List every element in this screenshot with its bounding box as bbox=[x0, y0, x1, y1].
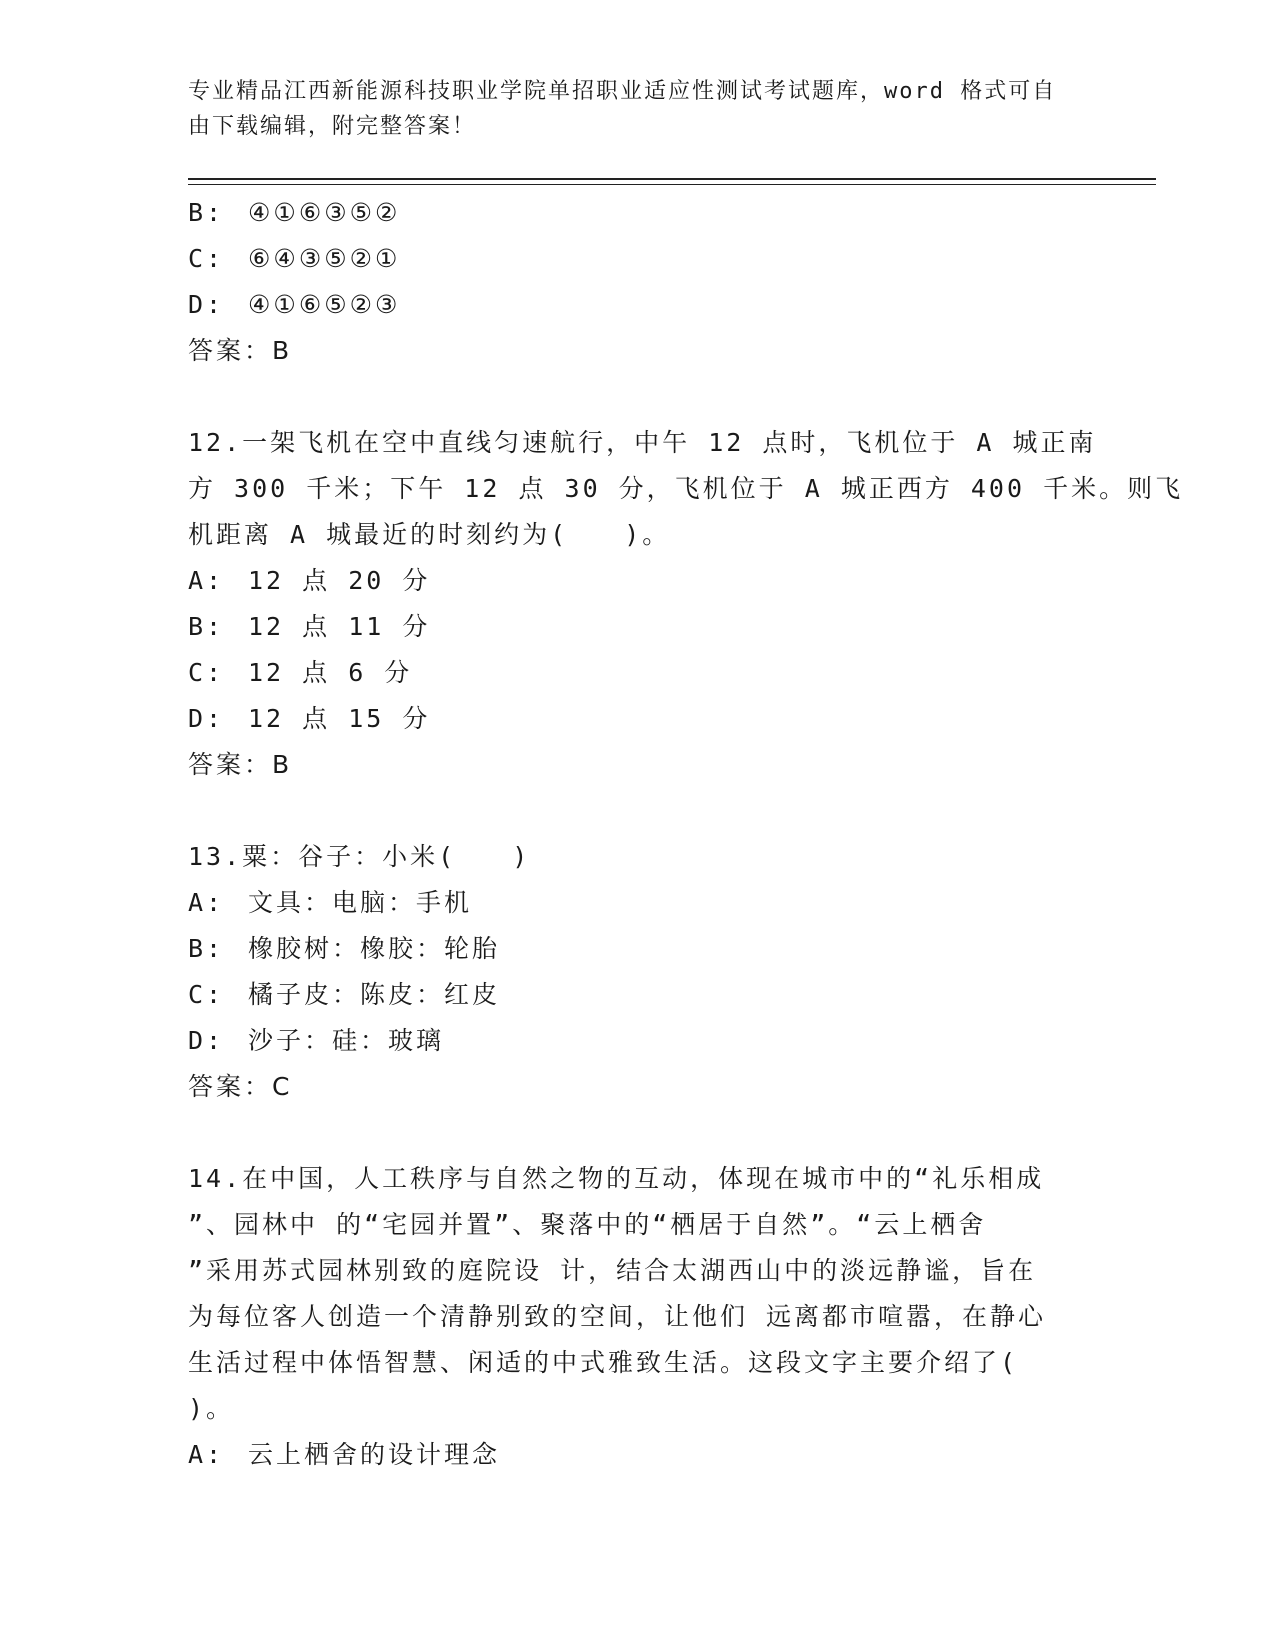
option-a bbox=[188, 1432, 1088, 1478]
header-divider bbox=[188, 178, 1156, 180]
question-stem-line: ”采用苏式园林别致的庭院设 计，结合太湖西山中的淡远静谧，旨在 bbox=[188, 1256, 1037, 1285]
question-stem-line: 13.粟：谷子：小米( ) bbox=[188, 842, 531, 871]
option-letter: A: bbox=[188, 1440, 225, 1469]
option-text: 沙子：硅：玻璃 bbox=[248, 1026, 445, 1055]
option-c bbox=[188, 972, 1088, 1018]
option-text: 12 点 20 分 bbox=[248, 566, 431, 595]
question-stem-line: 方 300 千米；下午 12 点 30 分，飞机位于 A 城正西方 400 千米。则飞 bbox=[188, 474, 1184, 503]
question-stem-line: )。 bbox=[188, 1394, 235, 1423]
option-letter: B: bbox=[188, 198, 225, 227]
option-letter: A: bbox=[188, 566, 225, 595]
option-text: 橡胶树：橡胶：轮胎 bbox=[248, 934, 501, 963]
option-b bbox=[188, 926, 1088, 972]
option-letter: C: bbox=[188, 980, 225, 1009]
option-text: 文具：电脑：手机 bbox=[248, 888, 473, 917]
option-c bbox=[188, 650, 1088, 696]
question-stem-line: 12.一架飞机在空中直线匀速航行，中午 12 点时，飞机位于 A 城正南 bbox=[188, 428, 1097, 457]
answer: 答案：C bbox=[188, 1072, 293, 1101]
option-d bbox=[188, 1018, 1088, 1064]
option-letter: D: bbox=[188, 290, 225, 319]
header-line-1: 专业精品江西新能源科技职业学院单招职业适应性测试考试题库，word 格式可自 bbox=[188, 79, 1057, 104]
option-letter: D: bbox=[188, 1026, 225, 1055]
option-letter: A: bbox=[188, 888, 225, 917]
option-b bbox=[188, 190, 1088, 236]
option-text: 橘子皮：陈皮：红皮 bbox=[248, 980, 501, 1009]
question-stem-line: 为每位客人创造一个清静别致的空间，让他们 远离都市喧嚣，在静心 bbox=[188, 1302, 1047, 1331]
option-letter: B: bbox=[188, 612, 225, 641]
option-text: ⑥④③⑤②① bbox=[248, 244, 401, 273]
option-letter: C: bbox=[188, 658, 225, 687]
question-stem-line: 机距离 A 城最近的时刻约为( )。 bbox=[188, 520, 671, 549]
question-stem-line: 14.在中国，人工秩序与自然之物的互动，体现在城市中的“礼乐相成 bbox=[188, 1164, 1045, 1193]
answer: 答案：B bbox=[188, 750, 293, 779]
option-letter: C: bbox=[188, 244, 225, 273]
option-text: ④①⑥⑤②③ bbox=[248, 290, 401, 319]
question-stem-line: ”、园林中 的“宅园并置”、聚落中的“栖居于自然”。“云上栖舍 bbox=[188, 1210, 987, 1239]
answer: 答案：B bbox=[188, 336, 293, 365]
option-text: 12 点 11 分 bbox=[248, 612, 431, 641]
question-13 bbox=[188, 834, 1088, 1110]
header-divider-thin bbox=[188, 184, 1156, 185]
page-header bbox=[188, 74, 1068, 144]
question-12 bbox=[188, 420, 1184, 788]
option-text: ④①⑥③⑤② bbox=[248, 198, 401, 227]
question-content bbox=[188, 190, 1184, 1478]
option-d bbox=[188, 282, 1088, 328]
option-a bbox=[188, 880, 1088, 926]
option-text: 云上栖舍的设计理念 bbox=[248, 1440, 501, 1469]
question-14 bbox=[188, 1156, 1088, 1478]
option-c bbox=[188, 236, 1088, 282]
option-text: 12 点 15 分 bbox=[248, 704, 431, 733]
option-letter: B: bbox=[188, 934, 225, 963]
option-b bbox=[188, 604, 1088, 650]
question-stem-line: 生活过程中体悟智慧、闲适的中式雅致生活。这段文字主要介绍了( bbox=[188, 1348, 1019, 1377]
question-11 bbox=[188, 190, 1088, 374]
option-text: 12 点 6 分 bbox=[248, 658, 413, 687]
option-d bbox=[188, 696, 1088, 742]
header-line-2: 由下载编辑，附完整答案！ bbox=[188, 114, 477, 139]
option-letter: D: bbox=[188, 704, 225, 733]
option-a bbox=[188, 558, 1088, 604]
